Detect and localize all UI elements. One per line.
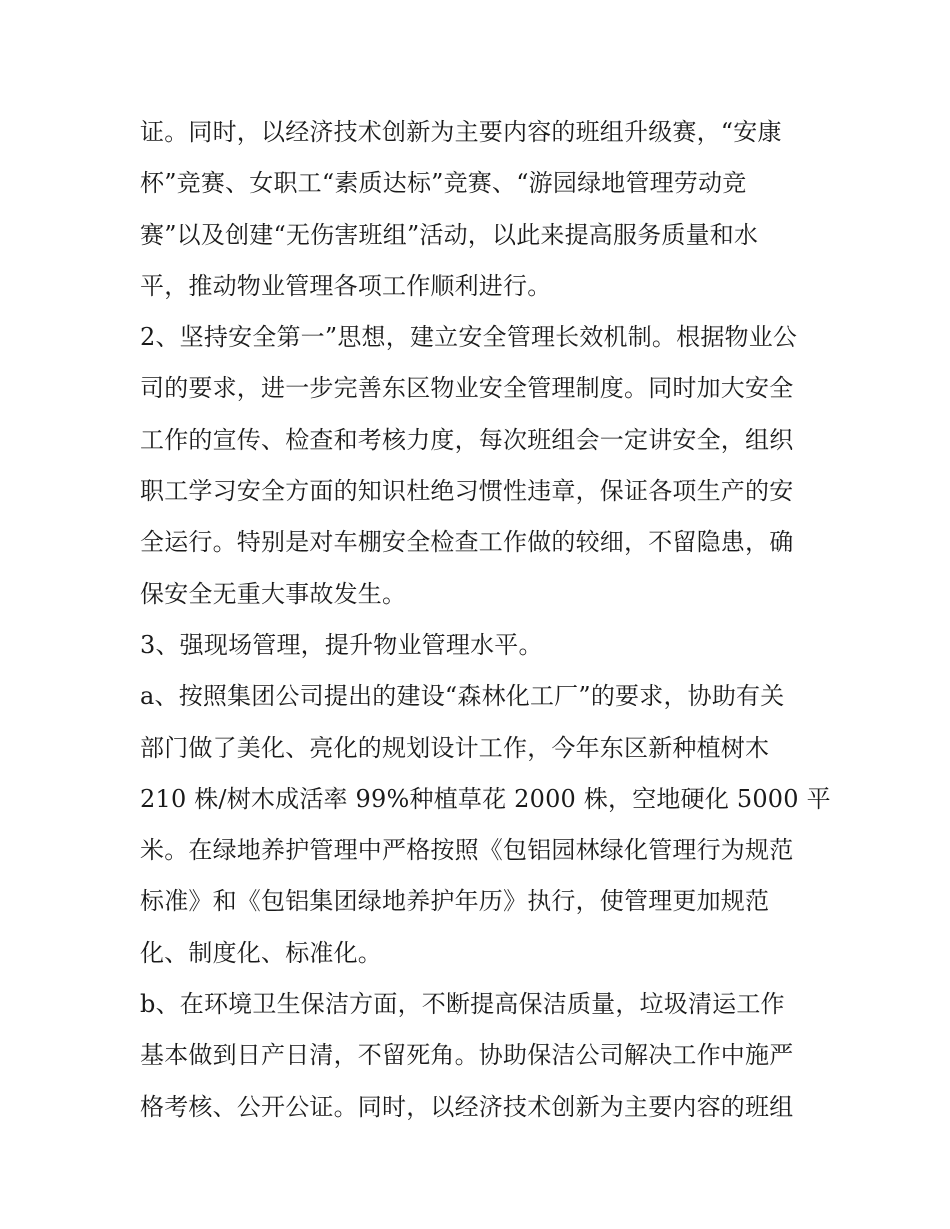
- text-line: 2、坚持安全第一”思想，建立安全管理长效机制。根据物业公: [140, 323, 798, 352]
- text-line: 保安全无重大事故发生。: [140, 579, 407, 608]
- text-line: 部门做了美化、亮化的规划设计工作，今年东区新种植树木: [140, 733, 770, 762]
- document-body: [140, 107, 831, 1133]
- text-line: 工作的宣传、检查和考核力度，每次班组会一定讲安全，组织: [140, 425, 794, 454]
- text-line: 平，推动物业管理各项工作顺利进行。: [140, 271, 552, 300]
- text-line: 证。同时，以经济技术创新为主要内容的班组升级赛，“安康: [140, 118, 782, 146]
- text-line: 杯”竞赛、女职工“素质达标”竞赛、“游园绿地管理劳动竞: [140, 169, 747, 198]
- text-line: 米。在绿地养护管理中严格按照《包铝园林绿化管理行为规范: [140, 836, 794, 865]
- text-line: 职工学习安全方面的知识杜绝习惯性违章，保证各项生产的安: [140, 477, 794, 506]
- text-line: 基本做到日产日清，不留死角。协助保洁公司解决工作中施严: [140, 1041, 794, 1070]
- text-line: 3、强现场管理，提升物业管理水平。: [140, 630, 543, 659]
- text-line: 全运行。特别是对车棚安全检查工作做的较细，不留隐患，确: [140, 528, 794, 557]
- text-line: 赛”以及创建“无伤害班组”活动，以此来提高服务质量和水: [140, 220, 759, 249]
- text-line: 标准》和《包铝集团绿地养护年历》执行，使管理更加规范: [140, 887, 770, 916]
- text-line: 化、制度化、标准化。: [140, 938, 382, 967]
- text-line: b、在环境卫生保洁方面，不断提高保洁质量，垃圾清运工作: [140, 990, 785, 1019]
- text-line: 格考核、公开公证。同时，以经济技术创新为主要内容的班组: [140, 1092, 794, 1121]
- text-line: 司的要求，进一步完善东区物业安全管理制度。同时加大安全: [140, 374, 794, 403]
- text-line: a、按照集团公司提出的建设“森林化工厂”的要求，协助有关: [140, 682, 785, 711]
- text-line: 210 株/树木成活率 99%种植草花 2000 株，空地硬化 5000 平: [140, 784, 831, 813]
